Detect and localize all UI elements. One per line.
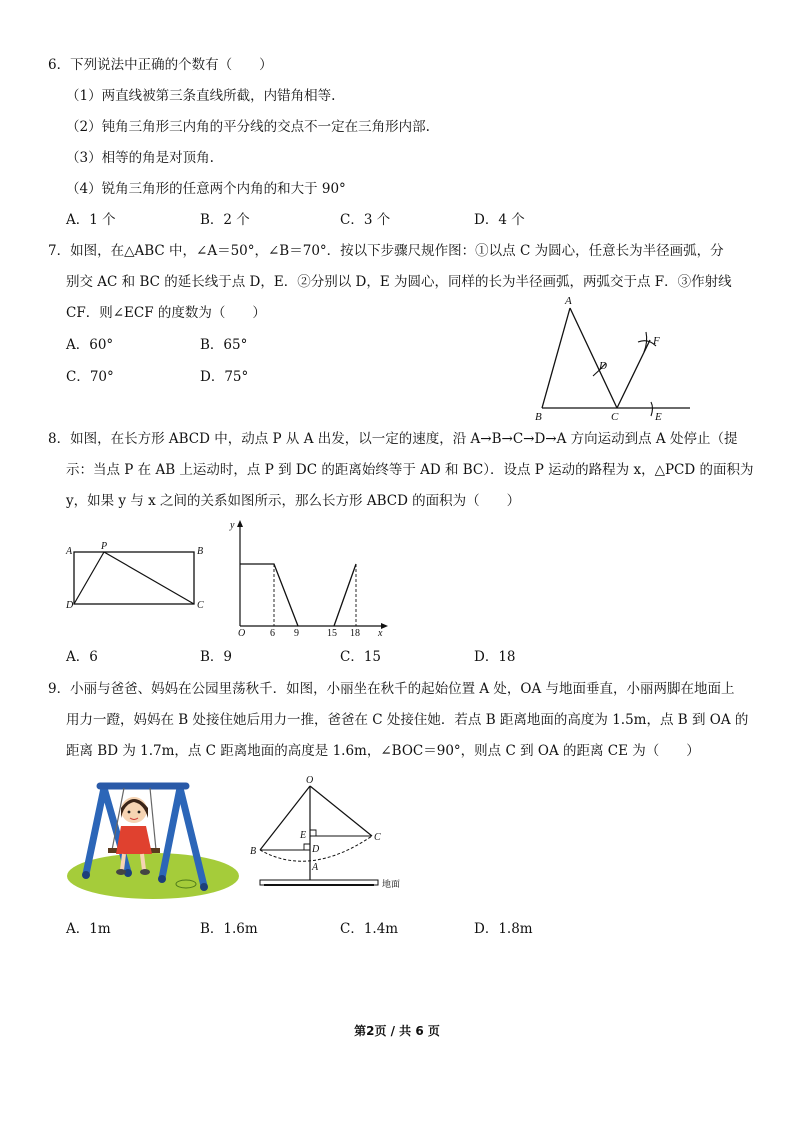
q7-label-c: C bbox=[611, 411, 619, 423]
q8-y-arrow bbox=[237, 520, 243, 527]
q7-option-b: B．65° bbox=[200, 337, 248, 353]
q8-option-c: C．15 bbox=[340, 649, 382, 665]
q9-line-2: 用力一蹬，妈妈在 B 处接住她后用力一推，爸爸在 C 处接住她．若点 B 距离地面的高度为 1.5m，点 B 到 OA 的 bbox=[66, 712, 749, 728]
q8-option-a: A．6 bbox=[66, 649, 98, 665]
q9-label-c: C bbox=[374, 832, 381, 843]
q9-label-o: O bbox=[306, 775, 314, 786]
q8-line-2: 示：当点 P 在 AB 上运动时，点 P 到 DC 的距离始终等于 AD 和 BC）．设点 P 运动的路程为 x，△PCD 的面积为 bbox=[66, 462, 754, 478]
q8-graph-line-2 bbox=[334, 564, 356, 626]
q7-option-a: A．60° bbox=[66, 337, 114, 353]
q8-segment-pc bbox=[104, 552, 194, 604]
q6-item-4: （4）锐角三角形的任意两个内角的和大于 90° bbox=[66, 181, 346, 197]
q9-option-c: C．1.4m bbox=[340, 921, 399, 937]
q8-label-c: C bbox=[197, 600, 204, 611]
q6-option-b: B．2 个 bbox=[200, 212, 250, 228]
q9-label-d: D bbox=[312, 844, 320, 855]
q6-item-3: （3）相等的角是对顶角. bbox=[66, 150, 214, 166]
q9-grass bbox=[67, 853, 239, 899]
q8-label-b: B bbox=[197, 546, 204, 557]
q8-tick-15: 15 bbox=[327, 628, 337, 639]
q7-label-a: A bbox=[565, 295, 572, 307]
q8-label-p: P bbox=[101, 541, 108, 552]
q8-label-d: D bbox=[66, 600, 74, 611]
q7-triangle-figure bbox=[520, 290, 700, 425]
q9-oc-line bbox=[310, 786, 372, 836]
q6-option-c: C．3 个 bbox=[340, 212, 391, 228]
page-footer: 第2页 / 共 6 页 bbox=[354, 1024, 440, 1038]
q9-label-b: B bbox=[250, 846, 257, 857]
q9-swing-illustration bbox=[66, 774, 244, 902]
q7-label-e: E bbox=[655, 411, 662, 423]
q9-option-d: D．1.8m bbox=[474, 921, 533, 937]
q8-graph-line-1 bbox=[240, 564, 298, 626]
q8-line-1: 8．如图，在长方形 ABCD 中，动点 P 从 A 出发，以一定的速度，沿 A→B→C→D→A 方向运动到点 A 处停止（提 bbox=[48, 431, 738, 447]
q8-option-d: D．18 bbox=[474, 649, 516, 665]
q9-label-a: A bbox=[312, 862, 319, 873]
q8-segment-pd bbox=[74, 552, 104, 604]
q8-graph bbox=[228, 518, 393, 640]
q7-option-d: D．75° bbox=[200, 369, 249, 385]
q8-line-3: y，如果 y 与 x 之间的关系如图所示，那么长方形 ABCD 的面积为（ ） bbox=[66, 493, 521, 509]
q7-line-2: 别交 AC 和 BC 的延长线于点 D，E．②分别以 D，E 为圆心，同样的长为半径画弧，两弧交于点 F．③作射线 bbox=[66, 274, 732, 290]
q7-label-d: D bbox=[599, 360, 607, 372]
q7-side-ab bbox=[542, 308, 570, 408]
q8-tick-9: 9 bbox=[294, 628, 299, 639]
q6-option-d: D．4 个 bbox=[474, 212, 525, 228]
q8-label-a: A bbox=[66, 546, 73, 557]
q9-line-3: 距离 BD 为 1.7m，点 C 距离地面的高度是 1.6m，∠BOC＝90°，则点 C 到 OA 的距离 CE 为（ ） bbox=[66, 743, 700, 759]
q7-side-ac bbox=[570, 308, 617, 408]
q8-y-label: y bbox=[230, 520, 235, 531]
q9-label-e: E bbox=[300, 830, 307, 841]
q9-line-1: 9．小丽与爸爸、妈妈在公园里荡秋千．如图，小丽坐在秋千的起始位置 A 处，OA 与地面垂直，小丽两脚在地面上 bbox=[48, 681, 735, 697]
q9-option-b: B．1.6m bbox=[200, 921, 258, 937]
q7-label-f: F bbox=[653, 335, 660, 347]
q8-rect-abcd bbox=[74, 552, 194, 604]
q9-option-a: A．1m bbox=[66, 921, 111, 937]
q6-item-2: （2）钝角三角形三内角的平分线的交点不一定在三角形内部. bbox=[66, 119, 430, 135]
q8-tick-18: 18 bbox=[350, 628, 360, 639]
q7-arc-e bbox=[651, 402, 653, 416]
q8-tick-6: 6 bbox=[270, 628, 275, 639]
q7-label-b: B bbox=[535, 411, 542, 423]
q9-pendulum-figure bbox=[248, 774, 418, 894]
q8-origin-label: O bbox=[238, 628, 246, 639]
q9-label-ground: 地面 bbox=[382, 879, 401, 889]
q6-option-a: A．1 个 bbox=[66, 212, 116, 228]
q6-stem: 6．下列说法中正确的个数有（ ） bbox=[48, 57, 273, 73]
q7-line-1: 7．如图，在△ABC 中，∠A＝50°，∠B＝70°．按以下步骤尺规作图：①以点 C 为圆心，任意长为半径画弧，分 bbox=[48, 243, 724, 259]
q8-rectangle-figure bbox=[64, 540, 214, 615]
q7-option-c: C．70° bbox=[66, 369, 114, 385]
q7-line-3: CF．则∠ECF 的度数为（ ） bbox=[66, 305, 266, 321]
q8-x-label: x bbox=[378, 628, 383, 639]
q8-option-b: B．9 bbox=[200, 649, 233, 665]
q6-item-1: （1）两直线被第三条直线所截，内错角相等. bbox=[66, 88, 336, 104]
